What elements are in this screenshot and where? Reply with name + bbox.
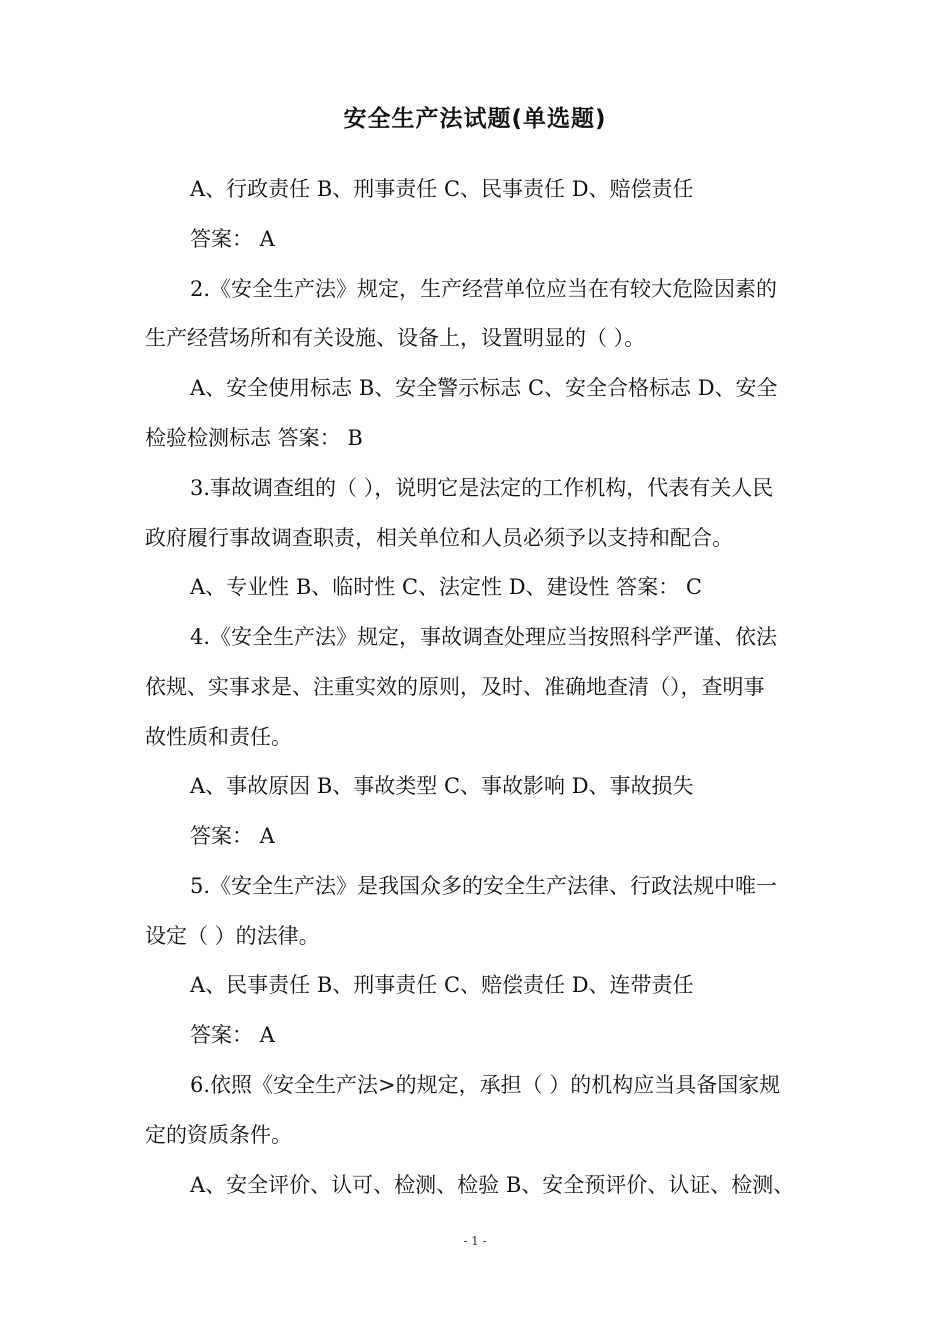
text-line: 答案： A: [190, 824, 275, 848]
text-line: 设定（ ）的法律。: [145, 924, 320, 948]
text-line: 2.《安全生产法》规定，生产经营单位应当在有较大危险因素的: [190, 277, 778, 301]
text-line: A、安全评价、认可、检测、检验 B、安全预评价、认证、检测、: [190, 1173, 795, 1197]
text-line: 6.依照《安全生产法>的规定，承担（ ）的机构应当具备国家规: [190, 1073, 781, 1097]
text-line: 4.《安全生产法》规定，事故调查处理应当按照科学严谨、依法: [190, 625, 778, 649]
text-line: 生产经营场所和有关设施、设备上，设置明显的（ ）。: [145, 326, 646, 350]
page-title: 安全生产法试题(单选题): [343, 106, 607, 132]
text-line: 答案： A: [190, 227, 275, 251]
text-line: A、民事责任 B、刑事责任 C、赔偿责任 D、连带责任: [190, 973, 694, 997]
text-line: 答案： A: [190, 1023, 275, 1047]
text-line: A、专业性 B、临时性 C、法定性 D、建设性 答案： C: [190, 575, 702, 599]
text-line: A、安全使用标志 B、安全警示标志 C、安全合格标志 D、安全: [190, 376, 778, 400]
text-line: 依规、实事求是、注重实效的原则，及时、准确地查清（），查明事: [145, 675, 765, 699]
text-line: 检验检测标志 答案： B: [145, 426, 363, 450]
text-line: 3.事故调查组的（ ），说明它是法定的工作机构，代表有关人民: [190, 476, 774, 500]
text-line: 定的资质条件。: [145, 1123, 292, 1147]
text-line: 故性质和责任。: [145, 725, 292, 749]
page-number: - 1 -: [463, 1234, 487, 1248]
text-line: A、行政责任 B、刑事责任 C、民事责任 D、赔偿责任: [190, 177, 694, 201]
text-line: 政府履行事故调查职责，相关单位和人员必须予以支持和配合。: [145, 526, 733, 550]
text-line: A、事故原因 B、事故类型 C、事故影响 D、事故损失: [190, 774, 694, 798]
text-line: 5.《安全生产法》是我国众多的安全生产法律、行政法规中唯一: [190, 874, 778, 898]
